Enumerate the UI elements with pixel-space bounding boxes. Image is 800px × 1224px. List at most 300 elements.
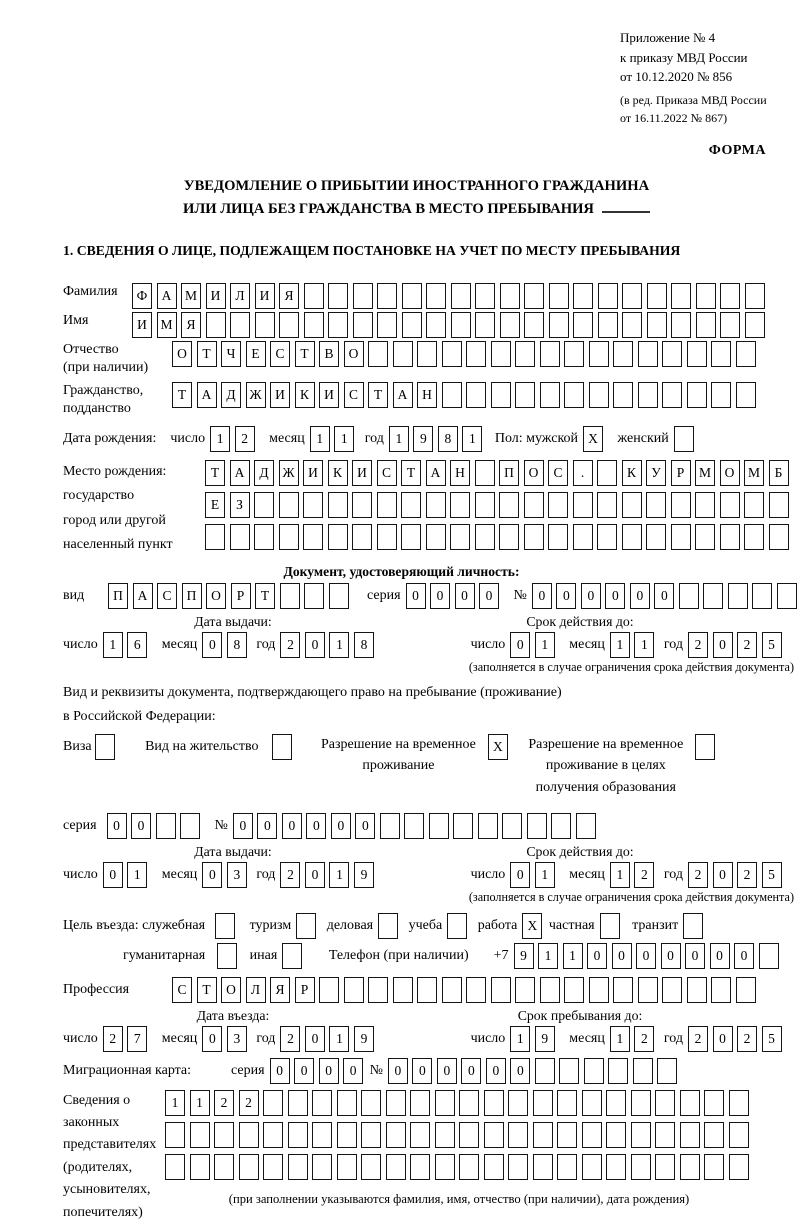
form-cell[interactable] (500, 312, 520, 338)
form-cell[interactable]: 0 (305, 632, 325, 658)
form-cell[interactable]: Т (172, 382, 192, 408)
form-cell[interactable]: 1 (329, 632, 349, 658)
form-cell[interactable]: 1 (610, 632, 630, 658)
form-cell[interactable]: Б (769, 460, 789, 486)
form-cell[interactable] (606, 1090, 626, 1116)
form-cell[interactable] (597, 524, 617, 550)
form-cell[interactable]: 2 (737, 862, 757, 888)
form-cell[interactable] (720, 492, 740, 518)
form-cell[interactable] (695, 524, 715, 550)
form-cell[interactable] (524, 283, 544, 309)
form-cell[interactable]: 0 (713, 862, 733, 888)
form-cell[interactable]: 1 (334, 426, 354, 452)
form-cell[interactable]: Р (671, 460, 691, 486)
purpose-tourism-checkbox[interactable] (296, 913, 321, 939)
form-cell[interactable]: В (319, 341, 339, 367)
form-cell[interactable] (451, 283, 471, 309)
form-cell[interactable] (377, 312, 397, 338)
form-cell[interactable]: 0 (306, 813, 326, 839)
form-cell[interactable]: 0 (103, 862, 123, 888)
form-cell[interactable] (429, 813, 449, 839)
form-cell[interactable] (239, 1154, 259, 1180)
form-cell[interactable] (328, 524, 348, 550)
form-cell[interactable] (671, 524, 691, 550)
form-cell[interactable] (729, 1090, 749, 1116)
form-cell[interactable] (353, 312, 373, 338)
form-cell[interactable] (95, 734, 115, 760)
form-cell[interactable] (515, 977, 535, 1003)
form-cell[interactable] (679, 583, 699, 609)
form-cell[interactable]: Р (295, 977, 315, 1003)
form-cell[interactable]: 0 (202, 1026, 222, 1052)
form-cell[interactable] (584, 1058, 604, 1084)
purpose-humanitarian-checkbox[interactable] (217, 943, 242, 969)
form-cell[interactable] (597, 460, 617, 486)
form-cell[interactable] (646, 492, 666, 518)
form-cell[interactable] (557, 1090, 577, 1116)
form-cell[interactable]: 0 (107, 813, 127, 839)
form-cell[interactable]: 0 (257, 813, 277, 839)
form-cell[interactable] (502, 813, 522, 839)
form-cell[interactable] (662, 382, 682, 408)
form-cell[interactable]: 2 (688, 862, 708, 888)
form-cell[interactable] (696, 283, 716, 309)
form-cell[interactable] (215, 913, 235, 939)
form-cell[interactable] (447, 913, 467, 939)
form-cell[interactable] (631, 1154, 651, 1180)
form-cell[interactable] (720, 283, 740, 309)
form-cell[interactable] (368, 977, 388, 1003)
form-cell[interactable]: 0 (270, 1058, 290, 1084)
purpose-transit-checkbox[interactable] (683, 913, 708, 939)
form-cell[interactable] (638, 341, 658, 367)
form-cell[interactable] (608, 1058, 628, 1084)
form-cell[interactable] (279, 524, 299, 550)
form-cell[interactable] (646, 524, 666, 550)
form-cell[interactable] (540, 341, 560, 367)
form-cell[interactable]: . (573, 460, 593, 486)
form-cell[interactable] (459, 1090, 479, 1116)
form-cell[interactable]: К (295, 382, 315, 408)
residence-permit-checkbox[interactable] (272, 734, 297, 760)
sex-female-checkbox[interactable] (674, 426, 699, 452)
form-cell[interactable] (711, 341, 731, 367)
form-cell[interactable] (459, 1154, 479, 1180)
form-cell[interactable] (515, 382, 535, 408)
form-cell[interactable] (426, 312, 446, 338)
form-cell[interactable]: П (182, 583, 202, 609)
form-cell[interactable]: 3 (227, 862, 247, 888)
form-cell[interactable]: К (622, 460, 642, 486)
form-cell[interactable]: 0 (654, 583, 674, 609)
form-cell[interactable]: 0 (305, 862, 325, 888)
form-cell[interactable] (402, 312, 422, 338)
form-cell[interactable] (695, 492, 715, 518)
form-cell[interactable] (386, 1154, 406, 1180)
form-cell[interactable] (759, 943, 779, 969)
form-cell[interactable]: 1 (389, 426, 409, 452)
form-cell[interactable] (598, 312, 618, 338)
purpose-study-checkbox[interactable] (447, 913, 472, 939)
form-cell[interactable] (622, 492, 642, 518)
form-cell[interactable]: X (488, 734, 508, 760)
form-cell[interactable] (606, 1154, 626, 1180)
form-cell[interactable] (165, 1122, 185, 1148)
form-cell[interactable] (729, 1154, 749, 1180)
form-cell[interactable]: Д (254, 460, 274, 486)
form-cell[interactable] (622, 283, 642, 309)
form-cell[interactable] (393, 977, 413, 1003)
form-cell[interactable]: Т (368, 382, 388, 408)
form-cell[interactable]: 9 (535, 1026, 555, 1052)
form-cell[interactable] (156, 813, 176, 839)
form-cell[interactable]: Т (295, 341, 315, 367)
form-cell[interactable]: П (499, 460, 519, 486)
form-cell[interactable]: О (720, 460, 740, 486)
form-cell[interactable] (557, 1154, 577, 1180)
form-cell[interactable] (303, 524, 323, 550)
form-cell[interactable] (361, 1090, 381, 1116)
form-cell[interactable]: 0 (486, 1058, 506, 1084)
form-cell[interactable]: Ч (221, 341, 241, 367)
form-cell[interactable]: М (181, 283, 201, 309)
form-cell[interactable]: 0 (202, 632, 222, 658)
form-cell[interactable] (711, 382, 731, 408)
form-cell[interactable]: И (132, 312, 152, 338)
form-cell[interactable] (736, 382, 756, 408)
form-cell[interactable] (352, 524, 372, 550)
form-cell[interactable] (386, 1090, 406, 1116)
form-cell[interactable] (230, 312, 250, 338)
form-cell[interactable]: О (206, 583, 226, 609)
form-cell[interactable] (337, 1122, 357, 1148)
form-cell[interactable]: И (352, 460, 372, 486)
form-cell[interactable] (549, 283, 569, 309)
visa-checkbox[interactable] (95, 734, 120, 760)
form-cell[interactable] (255, 312, 275, 338)
form-cell[interactable] (491, 341, 511, 367)
form-cell[interactable] (230, 524, 250, 550)
form-cell[interactable] (378, 913, 398, 939)
form-cell[interactable]: Е (205, 492, 225, 518)
form-cell[interactable] (296, 913, 316, 939)
form-cell[interactable] (524, 524, 544, 550)
form-cell[interactable] (180, 813, 200, 839)
form-cell[interactable] (573, 312, 593, 338)
form-cell[interactable] (589, 977, 609, 1003)
form-cell[interactable] (254, 492, 274, 518)
form-cell[interactable] (377, 492, 397, 518)
form-cell[interactable] (328, 312, 348, 338)
form-cell[interactable]: 7 (127, 1026, 147, 1052)
form-cell[interactable]: 3 (227, 1026, 247, 1052)
form-cell[interactable]: Н (417, 382, 437, 408)
form-cell[interactable] (410, 1154, 430, 1180)
form-cell[interactable] (165, 1154, 185, 1180)
form-cell[interactable]: 1 (310, 426, 330, 452)
form-cell[interactable] (752, 583, 772, 609)
purpose-private-checkbox[interactable] (600, 913, 625, 939)
form-cell[interactable] (745, 312, 765, 338)
form-cell[interactable]: 5 (762, 862, 782, 888)
form-cell[interactable] (704, 1154, 724, 1180)
form-cell[interactable]: 0 (734, 943, 754, 969)
form-cell[interactable]: 2 (737, 1026, 757, 1052)
form-cell[interactable] (328, 492, 348, 518)
form-cell[interactable] (711, 977, 731, 1003)
form-cell[interactable] (450, 524, 470, 550)
form-cell[interactable] (352, 492, 372, 518)
form-cell[interactable]: Ж (279, 460, 299, 486)
form-cell[interactable]: 0 (710, 943, 730, 969)
form-cell[interactable] (704, 1122, 724, 1148)
form-cell[interactable]: 1 (210, 426, 230, 452)
form-cell[interactable]: Т (205, 460, 225, 486)
form-cell[interactable] (540, 382, 560, 408)
form-cell[interactable] (377, 283, 397, 309)
form-cell[interactable] (744, 524, 764, 550)
form-cell[interactable] (729, 1122, 749, 1148)
form-cell[interactable] (466, 382, 486, 408)
form-cell[interactable]: 0 (331, 813, 351, 839)
form-cell[interactable]: З (230, 492, 250, 518)
form-cell[interactable] (548, 524, 568, 550)
form-cell[interactable] (466, 341, 486, 367)
form-cell[interactable]: 8 (438, 426, 458, 452)
form-cell[interactable] (288, 1090, 308, 1116)
form-cell[interactable]: 1 (535, 862, 555, 888)
form-cell[interactable] (573, 492, 593, 518)
form-cell[interactable]: А (133, 583, 153, 609)
form-cell[interactable]: Ж (246, 382, 266, 408)
form-cell[interactable]: 0 (282, 813, 302, 839)
form-cell[interactable] (582, 1154, 602, 1180)
form-cell[interactable]: X (522, 913, 542, 939)
form-cell[interactable]: С (172, 977, 192, 1003)
form-cell[interactable] (736, 341, 756, 367)
form-cell[interactable] (769, 492, 789, 518)
form-cell[interactable]: Я (279, 283, 299, 309)
form-cell[interactable] (402, 283, 422, 309)
form-cell[interactable]: О (344, 341, 364, 367)
form-cell[interactable] (703, 583, 723, 609)
form-cell[interactable]: 8 (354, 632, 374, 658)
form-cell[interactable]: 0 (685, 943, 705, 969)
form-cell[interactable] (657, 1058, 677, 1084)
form-cell[interactable]: 2 (634, 1026, 654, 1052)
form-cell[interactable] (655, 1090, 675, 1116)
form-cell[interactable]: 0 (355, 813, 375, 839)
form-cell[interactable]: 0 (630, 583, 650, 609)
form-cell[interactable] (564, 382, 584, 408)
form-cell[interactable]: 5 (762, 1026, 782, 1052)
form-cell[interactable]: 1 (563, 943, 583, 969)
form-cell[interactable] (589, 382, 609, 408)
form-cell[interactable]: 0 (388, 1058, 408, 1084)
form-cell[interactable] (549, 312, 569, 338)
form-cell[interactable]: И (319, 382, 339, 408)
form-cell[interactable] (551, 813, 571, 839)
form-cell[interactable] (288, 1122, 308, 1148)
form-cell[interactable]: О (172, 341, 192, 367)
form-cell[interactable] (533, 1154, 553, 1180)
form-cell[interactable] (380, 813, 400, 839)
form-cell[interactable]: А (426, 460, 446, 486)
form-cell[interactable] (662, 341, 682, 367)
form-cell[interactable] (564, 977, 584, 1003)
form-cell[interactable] (655, 1122, 675, 1148)
form-cell[interactable] (475, 283, 495, 309)
form-cell[interactable] (435, 1154, 455, 1180)
form-cell[interactable]: 9 (413, 426, 433, 452)
form-cell[interactable] (263, 1154, 283, 1180)
form-cell[interactable] (401, 524, 421, 550)
form-cell[interactable]: 2 (239, 1090, 259, 1116)
form-cell[interactable]: С (344, 382, 364, 408)
form-cell[interactable]: О (221, 977, 241, 1003)
form-cell[interactable] (508, 1154, 528, 1180)
form-cell[interactable]: 0 (131, 813, 151, 839)
form-cell[interactable] (478, 813, 498, 839)
form-cell[interactable] (744, 492, 764, 518)
form-cell[interactable] (304, 312, 324, 338)
form-cell[interactable]: 0 (510, 1058, 530, 1084)
form-cell[interactable] (696, 312, 716, 338)
form-cell[interactable] (647, 312, 667, 338)
form-cell[interactable] (453, 813, 473, 839)
form-cell[interactable] (404, 813, 424, 839)
form-cell[interactable] (687, 341, 707, 367)
form-cell[interactable] (728, 583, 748, 609)
form-cell[interactable] (417, 977, 437, 1003)
form-cell[interactable] (214, 1122, 234, 1148)
form-cell[interactable] (377, 524, 397, 550)
form-cell[interactable] (655, 1154, 675, 1180)
form-cell[interactable] (573, 283, 593, 309)
form-cell[interactable] (319, 977, 339, 1003)
form-cell[interactable] (303, 492, 323, 518)
purpose-official-checkbox[interactable] (215, 913, 240, 939)
form-cell[interactable]: А (393, 382, 413, 408)
sex-male-checkbox[interactable] (583, 426, 608, 452)
form-cell[interactable] (508, 1122, 528, 1148)
form-cell[interactable]: 0 (461, 1058, 481, 1084)
form-cell[interactable]: 1 (127, 862, 147, 888)
form-cell[interactable] (205, 524, 225, 550)
form-cell[interactable]: 0 (202, 862, 222, 888)
form-cell[interactable] (589, 341, 609, 367)
form-cell[interactable]: 2 (280, 862, 300, 888)
form-cell[interactable] (557, 1122, 577, 1148)
form-cell[interactable] (687, 382, 707, 408)
form-cell[interactable] (524, 492, 544, 518)
form-cell[interactable]: 0 (661, 943, 681, 969)
form-cell[interactable]: М (157, 312, 177, 338)
form-cell[interactable] (573, 524, 593, 550)
form-cell[interactable]: Т (255, 583, 275, 609)
form-cell[interactable] (535, 1058, 555, 1084)
form-cell[interactable]: С (270, 341, 290, 367)
form-cell[interactable] (582, 1090, 602, 1116)
form-cell[interactable] (680, 1154, 700, 1180)
form-cell[interactable]: 2 (688, 1026, 708, 1052)
form-cell[interactable]: 0 (343, 1058, 363, 1084)
form-cell[interactable] (499, 524, 519, 550)
form-cell[interactable] (337, 1090, 357, 1116)
form-cell[interactable] (540, 977, 560, 1003)
form-cell[interactable] (631, 1122, 651, 1148)
form-cell[interactable]: 1 (190, 1090, 210, 1116)
form-cell[interactable] (671, 492, 691, 518)
form-cell[interactable] (450, 492, 470, 518)
form-cell[interactable]: Е (246, 341, 266, 367)
form-cell[interactable] (263, 1122, 283, 1148)
form-cell[interactable] (695, 734, 715, 760)
form-cell[interactable]: 0 (510, 862, 530, 888)
form-cell[interactable]: М (695, 460, 715, 486)
form-cell[interactable] (674, 426, 694, 452)
form-cell[interactable] (638, 382, 658, 408)
form-cell[interactable]: 0 (430, 583, 450, 609)
form-cell[interactable]: С (548, 460, 568, 486)
form-cell[interactable]: 1 (165, 1090, 185, 1116)
form-cell[interactable]: Т (197, 341, 217, 367)
form-cell[interactable] (613, 977, 633, 1003)
form-cell[interactable]: 2 (214, 1090, 234, 1116)
form-cell[interactable]: Ф (132, 283, 152, 309)
form-cell[interactable]: 2 (280, 632, 300, 658)
form-cell[interactable]: Т (197, 977, 217, 1003)
form-cell[interactable]: Т (401, 460, 421, 486)
form-cell[interactable]: 0 (294, 1058, 314, 1084)
form-cell[interactable] (622, 312, 642, 338)
form-cell[interactable]: 0 (479, 583, 499, 609)
form-cell[interactable] (484, 1154, 504, 1180)
form-cell[interactable] (312, 1122, 332, 1148)
form-cell[interactable] (239, 1122, 259, 1148)
form-cell[interactable]: 1 (535, 632, 555, 658)
form-cell[interactable] (582, 1122, 602, 1148)
form-cell[interactable]: 2 (634, 862, 654, 888)
form-cell[interactable] (206, 312, 226, 338)
form-cell[interactable] (401, 492, 421, 518)
form-cell[interactable] (683, 913, 703, 939)
form-cell[interactable] (548, 492, 568, 518)
form-cell[interactable] (524, 312, 544, 338)
form-cell[interactable]: 0 (636, 943, 656, 969)
form-cell[interactable] (638, 977, 658, 1003)
form-cell[interactable] (559, 1058, 579, 1084)
form-cell[interactable] (515, 341, 535, 367)
form-cell[interactable]: 0 (437, 1058, 457, 1084)
form-cell[interactable] (417, 341, 437, 367)
form-cell[interactable] (600, 913, 620, 939)
form-cell[interactable] (622, 524, 642, 550)
form-cell[interactable]: С (377, 460, 397, 486)
form-cell[interactable] (280, 583, 300, 609)
form-cell[interactable] (279, 312, 299, 338)
form-cell[interactable] (633, 1058, 653, 1084)
form-cell[interactable]: 1 (329, 862, 349, 888)
form-cell[interactable] (254, 524, 274, 550)
form-cell[interactable] (475, 524, 495, 550)
form-cell[interactable] (459, 1122, 479, 1148)
form-cell[interactable] (435, 1090, 455, 1116)
form-cell[interactable]: 0 (305, 1026, 325, 1052)
form-cell[interactable] (606, 1122, 626, 1148)
form-cell[interactable]: Л (230, 283, 250, 309)
form-cell[interactable] (393, 341, 413, 367)
